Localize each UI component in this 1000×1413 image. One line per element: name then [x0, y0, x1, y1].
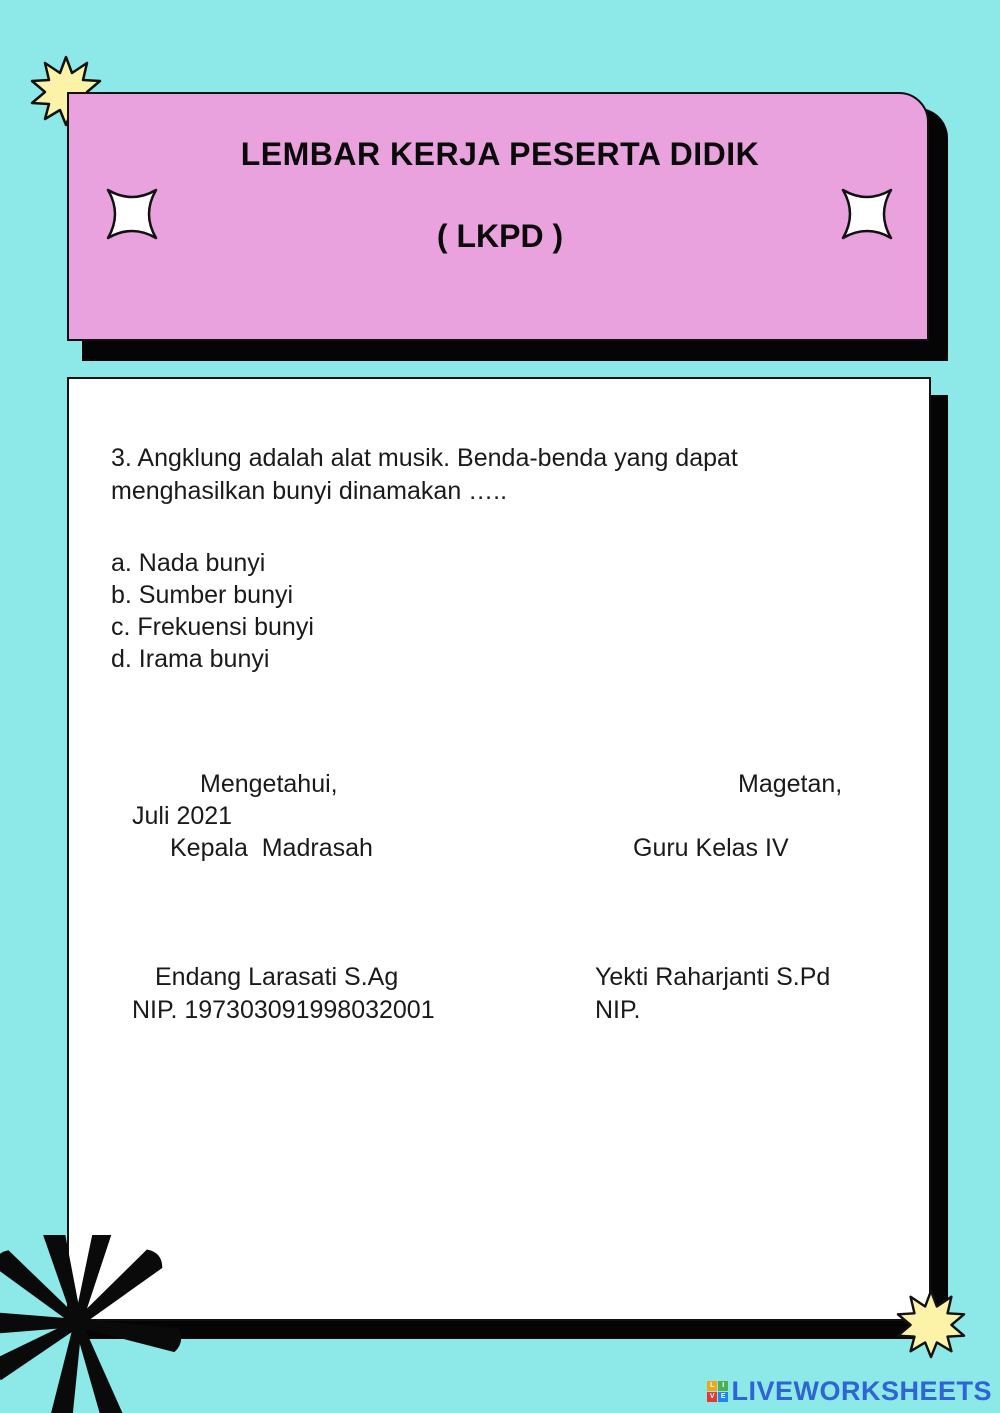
question-line-1: 3. Angklung adalah alat musik. Benda-benda yang dapat	[111, 444, 738, 472]
option-c[interactable]: c. Frekuensi bunyi	[111, 613, 314, 641]
option-a[interactable]: a. Nada bunyi	[111, 549, 266, 577]
left-nip: NIP. 197303091998032001	[132, 996, 435, 1024]
option-b[interactable]: b. Sumber bunyi	[111, 581, 294, 609]
watermark	[707, 1376, 992, 1407]
page-subtitle: ( LKPD )	[436, 218, 564, 254]
burst-icon	[0, 1235, 185, 1413]
option-d[interactable]: d. Irama bunyi	[111, 645, 270, 673]
left-role: Kepala Madrasah	[170, 834, 373, 862]
right-nip: NIP.	[595, 996, 641, 1024]
question-line-2: menghasilkan bunyi dinamakan …..	[111, 477, 508, 505]
starburst-bottom-icon	[896, 1289, 966, 1359]
right-heading: Magetan,	[738, 770, 843, 798]
watermark-text: LIVEWORKSHEETS	[731, 1376, 992, 1406]
page-title: LEMBAR KERJA PESERTA DIDIK	[240, 136, 760, 172]
header-banner	[67, 92, 929, 341]
right-role: Guru Kelas IV	[633, 834, 789, 862]
left-name: Endang Larasati S.Ag	[155, 963, 399, 991]
signature-date: Juli 2021	[132, 802, 233, 830]
watermark-logo-icon: L I V E	[707, 1381, 728, 1402]
right-name: Yekti Raharjanti S.Pd	[595, 963, 831, 991]
left-heading: Mengetahui,	[200, 770, 338, 798]
